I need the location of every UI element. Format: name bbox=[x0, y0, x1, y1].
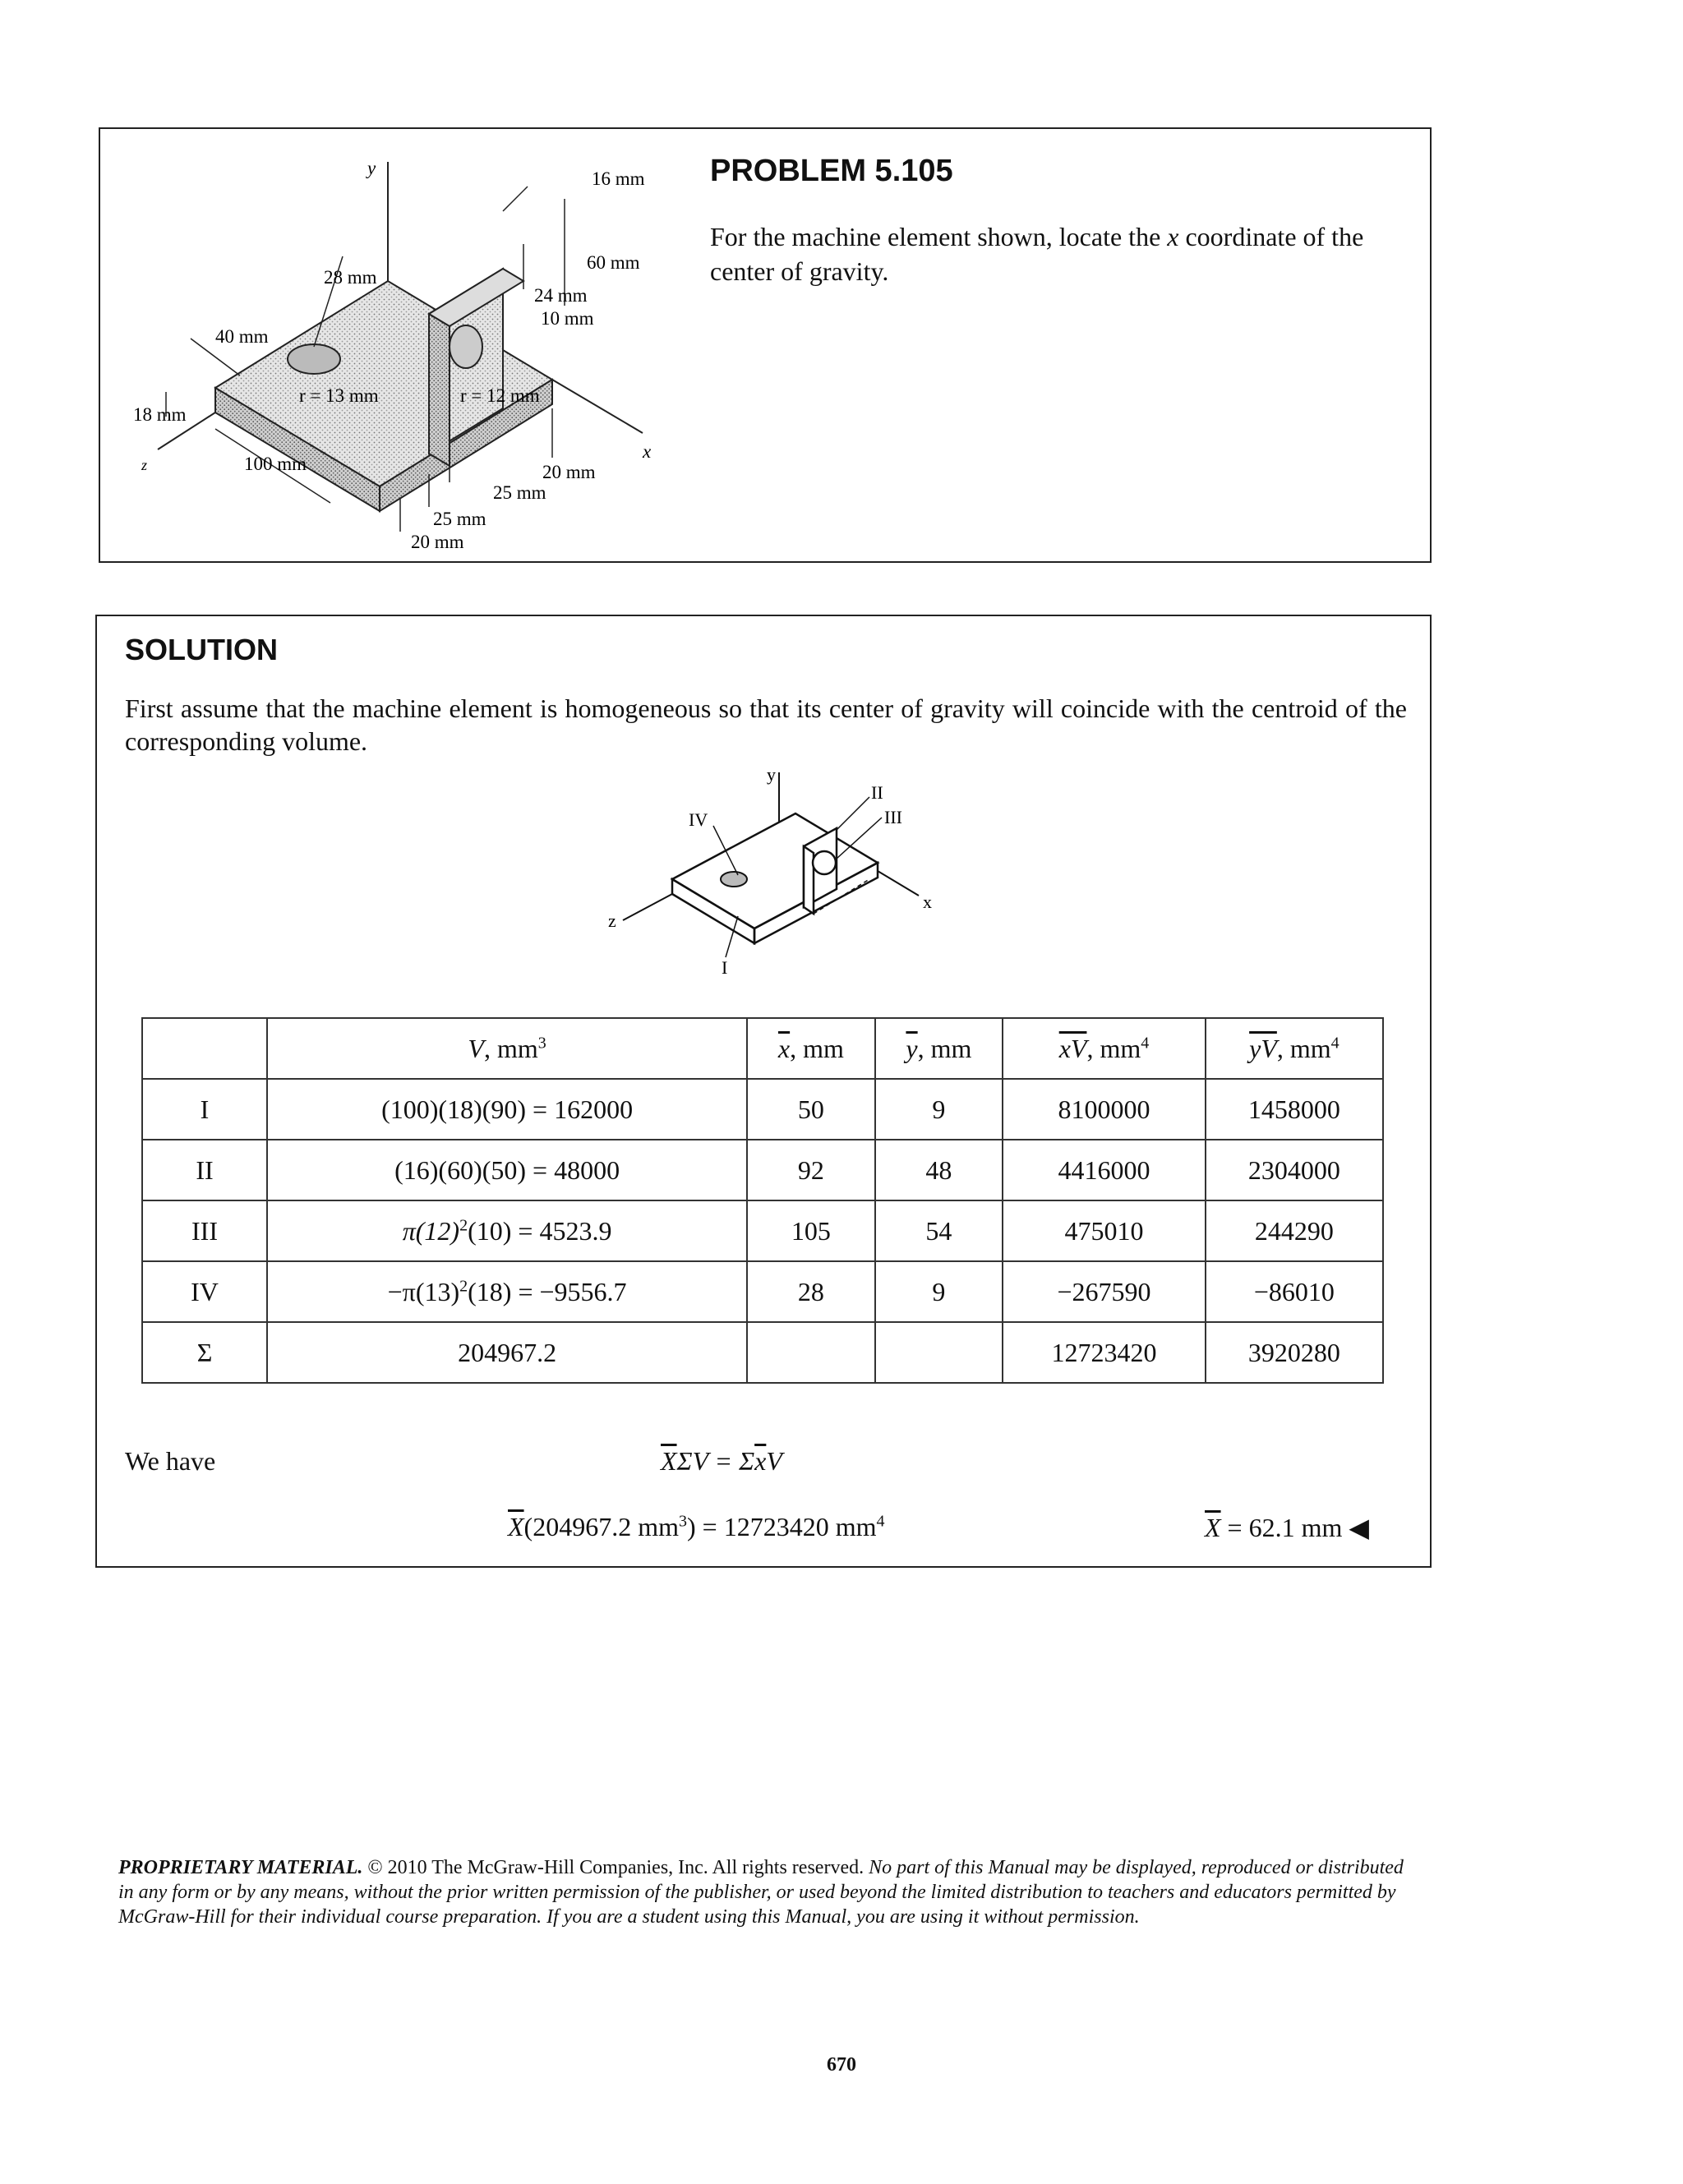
header-ybar: $\overline{y}$, mm bbox=[875, 1018, 1003, 1079]
row-xbar-v: 4416000 bbox=[1003, 1140, 1206, 1200]
table-row-sum bbox=[142, 1322, 1383, 1383]
sketch-y-label: y bbox=[767, 764, 776, 785]
header-xbar-v: $\overline{xV}$, $mm^4$ bbox=[1003, 1018, 1206, 1079]
copyright-footer: PROPRIETARY MATERIAL. © 2010 The McGraw-Hill Companies, Inc. All rights reserved. No part of this Manual may be displayed, reproduced or distributed in any form or by any means, without the prior written permission of the publisher, or used beyond the limited distribution to teachers and educators permitted by McGraw-Hill for their individual course preparation. If you are a student using this Manual, you are using it without permission. bbox=[118, 1857, 1404, 1928]
row-xbar: 92 bbox=[747, 1140, 875, 1200]
row-xbar-v: 475010 bbox=[1003, 1200, 1206, 1261]
problem-title: PROBLEM 5.105 bbox=[710, 154, 953, 188]
machine-element-figure bbox=[117, 145, 692, 548]
page-number: 670 bbox=[827, 2054, 856, 2076]
dim-r13: r = 13 mm bbox=[299, 385, 379, 406]
row-ybar: 9 bbox=[875, 1079, 1003, 1140]
boss-on-web bbox=[450, 325, 482, 368]
dim-28mm: 28 mm bbox=[324, 267, 377, 288]
table-row bbox=[142, 1140, 1383, 1200]
header-blank bbox=[142, 1018, 267, 1079]
axis-z-label: z bbox=[141, 457, 148, 473]
decomposition-sketch bbox=[557, 764, 1017, 1002]
table-row bbox=[142, 1261, 1383, 1322]
row-ybar-v: 244290 bbox=[1206, 1200, 1383, 1261]
centroid-table bbox=[141, 1017, 1384, 1384]
row-label: IV bbox=[142, 1261, 267, 1322]
dim-20mm-b: 20 mm bbox=[411, 532, 464, 548]
axis-x-label: x bbox=[643, 441, 652, 462]
row-xbar: 50 bbox=[747, 1079, 875, 1140]
solution-intro: First assume that the machine element is homogeneous so that its center of gravity will coincide with the centroid of the corresponding volume. bbox=[125, 693, 1407, 756]
equation-substitution: $\overline{X}(204967.2$ $mm^3) = 12723420$ $mm^4$ bbox=[508, 1512, 885, 1541]
row-label: Σ bbox=[142, 1322, 267, 1383]
dim-18mm: 18 mm bbox=[133, 404, 187, 425]
row-ybar-v: −86010 bbox=[1206, 1261, 1383, 1322]
row-ybar-v: 2304000 bbox=[1206, 1140, 1383, 1200]
dim-60mm: 60 mm bbox=[587, 252, 640, 273]
row-xbar-v: 8100000 bbox=[1003, 1079, 1206, 1140]
row-xbar: 28 bbox=[747, 1261, 875, 1322]
problem-statement: For the machine element shown, locate the x coordinate of the center of gravity. bbox=[710, 222, 1364, 286]
row-ybar: 54 bbox=[875, 1200, 1003, 1261]
dim-10mm: 10 mm bbox=[541, 308, 594, 329]
table-header-row bbox=[142, 1018, 1383, 1079]
row-xbar bbox=[747, 1322, 875, 1383]
sketch-label-II: II bbox=[871, 782, 883, 803]
row-xbar-v: −267590 bbox=[1003, 1261, 1206, 1322]
row-volume: (100)(18)(90) = 162000 bbox=[267, 1079, 747, 1140]
answer-marker-icon: ◀ bbox=[1349, 1513, 1369, 1542]
solution-title: SOLUTION bbox=[125, 633, 278, 666]
table-row bbox=[142, 1200, 1383, 1261]
row-volume: (16)(60)(50) = 48000 bbox=[267, 1140, 747, 1200]
row-ybar bbox=[875, 1322, 1003, 1383]
sketch-x-label: x bbox=[923, 892, 932, 912]
row-label: I bbox=[142, 1079, 267, 1140]
equation-sum: $\overline{X}\Sigma V = \Sigma\overline{x}V$ bbox=[661, 1446, 782, 1476]
dim-24mm: 24 mm bbox=[534, 285, 588, 306]
sketch-label-III: III bbox=[884, 807, 902, 827]
row-xbar: 105 bbox=[747, 1200, 875, 1261]
sketch-z-label: z bbox=[608, 910, 616, 931]
dim-40mm: 40 mm bbox=[215, 326, 269, 347]
dim-100mm: 100 mm bbox=[244, 454, 307, 474]
vertical-web-front bbox=[429, 314, 450, 466]
row-ybar-v: 1458000 bbox=[1206, 1079, 1383, 1140]
row-xbar-v: 12723420 bbox=[1003, 1322, 1206, 1383]
row-volume: $\pi(12)^2(10) = 4523.9$ bbox=[267, 1200, 747, 1261]
final-answer: $\overline{X} = 62.1$ mm ◀ bbox=[1205, 1513, 1369, 1542]
header-xbar: $\overline{x}$, mm bbox=[747, 1018, 875, 1079]
dim-r12: r = 12 mm bbox=[460, 385, 540, 406]
row-ybar-v: 3920280 bbox=[1206, 1322, 1383, 1383]
row-label: II bbox=[142, 1140, 267, 1200]
header-ybar-v: $\overline{yV}$, $mm^4$ bbox=[1206, 1018, 1383, 1079]
row-volume: 204967.2 bbox=[267, 1322, 747, 1383]
dim-25mm-b: 25 mm bbox=[433, 509, 486, 529]
row-ybar: 9 bbox=[875, 1261, 1003, 1322]
row-label: III bbox=[142, 1200, 267, 1261]
header-volume: V, $mm^3$ bbox=[267, 1018, 747, 1079]
dim-16mm: 16 mm bbox=[592, 168, 645, 189]
solution-box bbox=[95, 615, 1432, 1568]
axis-y-label: y bbox=[367, 158, 376, 178]
dim-20mm-a: 20 mm bbox=[542, 462, 596, 482]
sketch-label-I: I bbox=[722, 957, 728, 978]
hole-in-base bbox=[288, 344, 340, 374]
sketch-label-IV: IV bbox=[689, 809, 708, 830]
table-row bbox=[142, 1079, 1383, 1140]
row-ybar: 48 bbox=[875, 1140, 1003, 1200]
dim-25mm-a: 25 mm bbox=[493, 482, 546, 503]
row-volume: $-\pi(13)^2(18) = -9556.7$ bbox=[267, 1261, 747, 1322]
problem-box bbox=[99, 127, 1432, 563]
we-have-label: We have bbox=[125, 1446, 216, 1476]
